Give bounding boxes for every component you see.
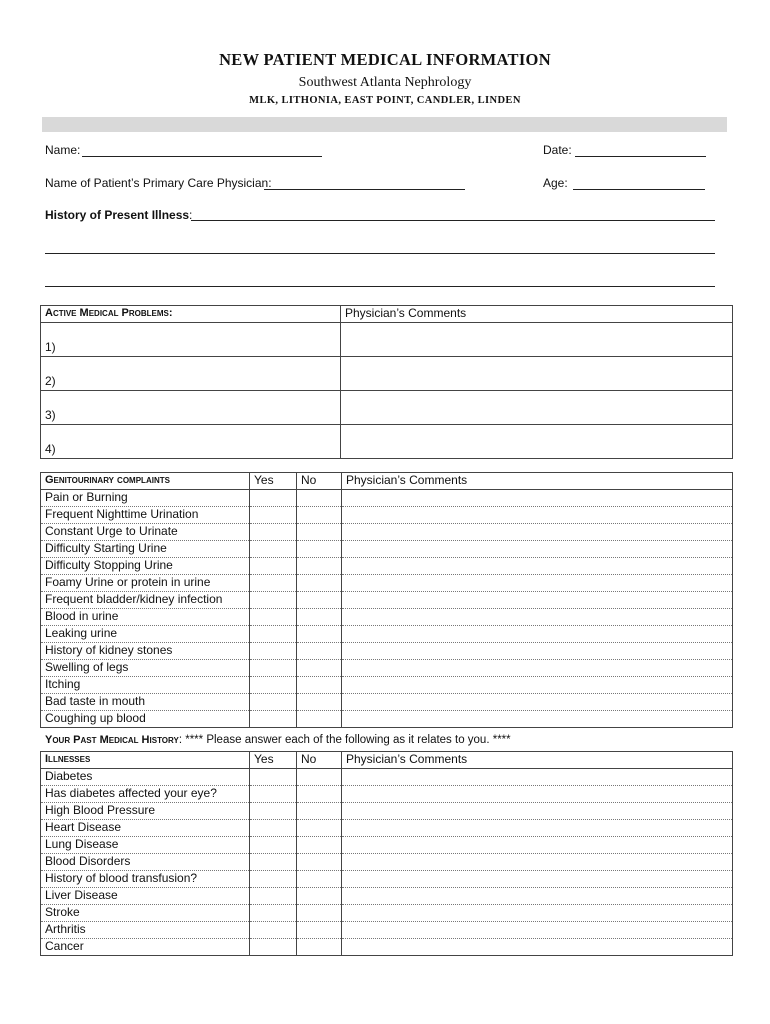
geni-item: Itching: [41, 677, 250, 694]
geni-item: Swelling of legs: [41, 660, 250, 677]
geni-no-cell[interactable]: [297, 694, 342, 711]
past-history-label: Your Past Medical History: [45, 734, 179, 746]
ill-yes-cell[interactable]: [250, 905, 297, 922]
illness-item: High Blood Pressure: [41, 803, 250, 820]
active-problems-table: [40, 305, 733, 459]
ill-no-cell[interactable]: [297, 820, 342, 837]
active-problems-header: Active Medical Problems:: [41, 306, 341, 323]
ill-comment-cell[interactable]: [342, 854, 733, 871]
geni-item: Bad taste in mouth: [41, 694, 250, 711]
illness-item: Stroke: [41, 905, 250, 922]
illness-item: Blood Disorders: [41, 854, 250, 871]
ill-comment-cell[interactable]: [342, 905, 733, 922]
ill-yes-cell[interactable]: [250, 854, 297, 871]
geni-comment-cell[interactable]: [342, 660, 733, 677]
active-comment-1[interactable]: [341, 323, 733, 357]
ill-comments-header: Physician’s Comments: [342, 752, 733, 769]
illness-item: Heart Disease: [41, 820, 250, 837]
ill-yes-cell[interactable]: [250, 922, 297, 939]
age-label: Age:: [543, 176, 568, 190]
ill-no-header: No: [297, 752, 342, 769]
hpi-line-2[interactable]: [45, 253, 715, 254]
geni-no-cell[interactable]: [297, 711, 342, 728]
geni-no-cell[interactable]: [297, 541, 342, 558]
geni-item: Frequent Nighttime Urination: [41, 507, 250, 524]
geni-no-cell[interactable]: [297, 524, 342, 541]
active-problem-4[interactable]: 4): [41, 425, 341, 459]
active-comment-4[interactable]: [341, 425, 733, 459]
geni-no-cell[interactable]: [297, 507, 342, 524]
ill-no-cell[interactable]: [297, 888, 342, 905]
date-field[interactable]: [575, 156, 706, 157]
geni-yes-cell[interactable]: [250, 626, 297, 643]
geni-comment-cell[interactable]: [342, 643, 733, 660]
geni-comment-cell[interactable]: [342, 592, 733, 609]
illness-item: Lung Disease: [41, 837, 250, 854]
geni-comment-cell[interactable]: [342, 575, 733, 592]
geni-no-cell[interactable]: [297, 660, 342, 677]
geni-yes-cell[interactable]: [250, 541, 297, 558]
genitourinary-header: Genitourinary complaints: [41, 473, 250, 490]
geni-item: Difficulty Starting Urine: [41, 541, 250, 558]
geni-comment-cell[interactable]: [342, 507, 733, 524]
active-problem-2[interactable]: 2): [41, 357, 341, 391]
geni-no-cell[interactable]: [297, 592, 342, 609]
ill-yes-cell[interactable]: [250, 769, 297, 786]
geni-item: Foamy Urine or protein in urine: [41, 575, 250, 592]
geni-yes-cell[interactable]: [250, 524, 297, 541]
past-history-instruction: : **** Please answer each of the following as it relates to you. ****: [178, 734, 511, 746]
geni-yes-cell[interactable]: [250, 643, 297, 660]
ill-no-cell[interactable]: [297, 837, 342, 854]
ill-yes-cell[interactable]: [250, 871, 297, 888]
geni-yes-cell[interactable]: [250, 711, 297, 728]
geni-no-cell[interactable]: [297, 490, 342, 507]
geni-yes-cell[interactable]: [250, 490, 297, 507]
geni-comment-cell[interactable]: [342, 626, 733, 643]
geni-comment-cell[interactable]: [342, 711, 733, 728]
illness-item: Diabetes: [41, 769, 250, 786]
ill-comment-cell[interactable]: [342, 888, 733, 905]
active-problem-3[interactable]: 3): [41, 391, 341, 425]
ill-yes-cell[interactable]: [250, 786, 297, 803]
geni-item: History of kidney stones: [41, 643, 250, 660]
hpi-line-3[interactable]: [45, 286, 715, 287]
ill-yes-cell[interactable]: [250, 803, 297, 820]
geni-yes-header: Yes: [250, 473, 297, 490]
geni-item: Leaking urine: [41, 626, 250, 643]
geni-item: Coughing up blood: [41, 711, 250, 728]
ill-yes-cell[interactable]: [250, 837, 297, 854]
geni-comment-cell[interactable]: [342, 609, 733, 626]
ill-yes-cell[interactable]: [250, 939, 297, 956]
illness-item: Liver Disease: [41, 888, 250, 905]
ill-yes-cell[interactable]: [250, 820, 297, 837]
ill-comment-cell[interactable]: [342, 871, 733, 888]
geni-yes-cell[interactable]: [250, 609, 297, 626]
geni-no-cell[interactable]: [297, 609, 342, 626]
ill-no-cell[interactable]: [297, 786, 342, 803]
illness-item: History of blood transfusion?: [41, 871, 250, 888]
geni-yes-cell[interactable]: [250, 694, 297, 711]
name-field[interactable]: [82, 156, 322, 157]
geni-no-header: No: [297, 473, 342, 490]
ill-comment-cell[interactable]: [342, 820, 733, 837]
illnesses-header: Illnesses: [41, 752, 250, 769]
geni-comment-cell[interactable]: [342, 490, 733, 507]
illnesses-table: [40, 751, 733, 956]
geni-comment-cell[interactable]: [342, 677, 733, 694]
past-history-heading: [45, 734, 511, 746]
genitourinary-table: [40, 472, 733, 728]
geni-item: Constant Urge to Urinate: [41, 524, 250, 541]
ill-no-cell[interactable]: [297, 871, 342, 888]
ill-no-cell[interactable]: [297, 854, 342, 871]
geni-yes-cell[interactable]: [250, 592, 297, 609]
geni-item: Difficulty Stopping Urine: [41, 558, 250, 575]
practice-locations: MLK, LITHONIA, EAST POINT, CANDLER, LINDEN: [249, 95, 521, 106]
geni-comment-cell[interactable]: [342, 558, 733, 575]
active-comments-header: Physician’s Comments: [341, 306, 733, 323]
illness-item: Arthritis: [41, 922, 250, 939]
pcp-field[interactable]: [264, 189, 465, 190]
ill-comment-cell[interactable]: [342, 786, 733, 803]
ill-comment-cell[interactable]: [342, 939, 733, 956]
geni-no-cell[interactable]: [297, 558, 342, 575]
active-comment-2[interactable]: [341, 357, 733, 391]
active-problem-1[interactable]: 1): [41, 323, 341, 357]
ill-no-cell[interactable]: [297, 769, 342, 786]
ill-no-cell[interactable]: [297, 803, 342, 820]
ill-yes-header: Yes: [250, 752, 297, 769]
form-title: NEW PATIENT MEDICAL INFORMATION: [219, 50, 551, 69]
geni-no-cell[interactable]: [297, 626, 342, 643]
geni-yes-cell[interactable]: [250, 575, 297, 592]
ill-no-cell[interactable]: [297, 939, 342, 956]
ill-comment-cell[interactable]: [342, 922, 733, 939]
practice-name: Southwest Atlanta Nephrology: [298, 75, 472, 90]
date-label: Date:: [543, 143, 572, 157]
ill-no-cell[interactable]: [297, 922, 342, 939]
age-field[interactable]: [573, 189, 705, 190]
ill-comment-cell[interactable]: [342, 837, 733, 854]
illness-item: Cancer: [41, 939, 250, 956]
geni-comments-header: Physician’s Comments: [342, 473, 733, 490]
geni-comment-cell[interactable]: [342, 694, 733, 711]
ill-comment-cell[interactable]: [342, 769, 733, 786]
geni-no-cell[interactable]: [297, 575, 342, 592]
illness-item: Has diabetes affected your eye?: [41, 786, 250, 803]
ill-no-cell[interactable]: [297, 905, 342, 922]
hpi-label: History of Present Illness:: [45, 208, 193, 222]
geni-comment-cell[interactable]: [342, 541, 733, 558]
active-comment-3[interactable]: [341, 391, 733, 425]
geni-item: Blood in urine: [41, 609, 250, 626]
geni-yes-cell[interactable]: [250, 507, 297, 524]
geni-no-cell[interactable]: [297, 677, 342, 694]
ill-yes-cell[interactable]: [250, 888, 297, 905]
geni-item: Pain or Burning: [41, 490, 250, 507]
geni-yes-cell[interactable]: [250, 677, 297, 694]
geni-yes-cell[interactable]: [250, 660, 297, 677]
geni-comment-cell[interactable]: [342, 524, 733, 541]
pcp-label: Name of Patient’s Primary Care Physician:: [45, 176, 272, 190]
hpi-line-1[interactable]: [191, 220, 715, 221]
geni-no-cell[interactable]: [297, 643, 342, 660]
ill-comment-cell[interactable]: [342, 803, 733, 820]
header-divider-bar: [42, 117, 727, 132]
geni-yes-cell[interactable]: [250, 558, 297, 575]
geni-item: Frequent bladder/kidney infection: [41, 592, 250, 609]
name-label: Name:: [45, 143, 81, 157]
